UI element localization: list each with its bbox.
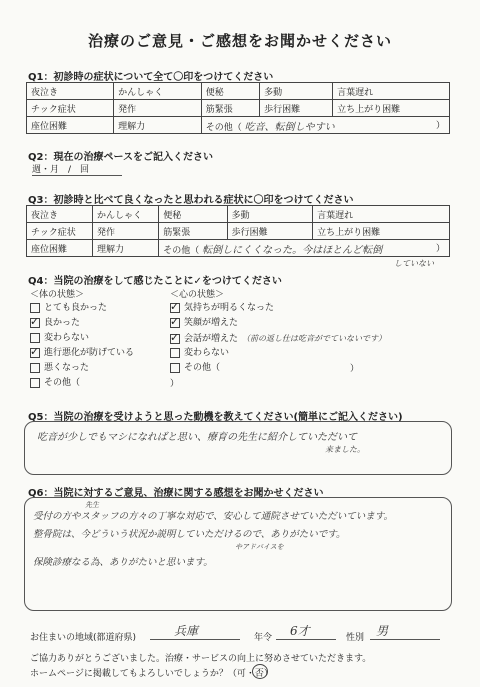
q1-other-close: ） — [435, 120, 445, 131]
q3-cell[interactable]: チック症状 — [27, 223, 93, 240]
q3-cell[interactable]: 歩行困難 — [227, 223, 313, 240]
q4-mind-option[interactable]: ✓会話が増えた （前の返し仕は吃音がでていないです） — [170, 331, 460, 346]
address-field[interactable] — [150, 620, 240, 640]
q1-other-label: その他（ — [205, 122, 242, 133]
q1-cell[interactable]: 筋緊張 — [201, 100, 259, 117]
q1-symptom-table — [26, 82, 450, 134]
q3-cell[interactable]: 立ち上がり困難 — [313, 223, 450, 240]
q1-cell[interactable]: 言葉遅れ — [333, 83, 450, 100]
checkbox-checked[interactable] — [30, 318, 40, 328]
q4-mind-option[interactable]: 変わらない — [170, 346, 460, 361]
q4-mind-other-close: ） — [350, 364, 360, 374]
q4-body-option[interactable]: 変わらない — [30, 331, 170, 346]
q6-answer-box[interactable] — [24, 497, 452, 611]
q1-heading: Q1：初診時の症状について全て〇印をつけてください — [28, 72, 274, 83]
q4-body-option[interactable]: とても良かった — [30, 301, 170, 316]
q1-cell[interactable]: 歩行困難 — [260, 100, 333, 117]
checkbox-checked[interactable] — [30, 348, 40, 358]
consent-circle-mark — [252, 664, 268, 679]
q4-body-other-close: ） — [170, 379, 180, 389]
q5-answer-box[interactable] — [24, 421, 452, 475]
q4-body-option[interactable]: ✓良かった — [30, 316, 170, 331]
q2-pace-value: 週・月 / 回 — [32, 165, 90, 175]
sex-value: 男 — [376, 624, 389, 638]
q3-cell[interactable]: 言葉遅れ — [313, 206, 450, 223]
q1-cell[interactable]: 便秘 — [201, 83, 259, 100]
q3-cell[interactable]: 便秘 — [159, 206, 227, 223]
checkbox-checked[interactable] — [170, 334, 180, 344]
q1-cell[interactable]: 座位困難 — [27, 117, 114, 134]
q3-cell[interactable]: 発作 — [92, 223, 158, 240]
q3-cell[interactable]: 筋緊張 — [159, 223, 227, 240]
q4-body-label: ＜体の状態＞ — [30, 290, 85, 300]
q4-mind-option[interactable]: ✓気持ちが明るくなった — [170, 301, 460, 316]
q3-cell[interactable]: 多動 — [227, 206, 313, 223]
q4-mind-option[interactable]: その他（ — [170, 361, 460, 376]
q4-mind-options — [170, 301, 460, 376]
q4-mind-label: ＜心の状態＞ — [170, 290, 225, 300]
q1-cell[interactable]: 発作 — [114, 100, 202, 117]
q6-insert-mark: やアドバイスを — [235, 543, 284, 551]
checkbox-checked[interactable] — [170, 303, 180, 313]
homepage-consent[interactable] — [30, 666, 273, 679]
address-value: 兵庫 — [174, 624, 199, 638]
checkbox[interactable] — [30, 363, 40, 373]
checkbox[interactable] — [30, 303, 40, 313]
address-label: お住まいの地域(都道府県) — [30, 633, 137, 643]
q3-other-label: その他（ — [163, 245, 200, 256]
q3-other-handwriting: 転倒しにくくなった。今はほとんど転倒 — [202, 244, 383, 256]
q3-cell[interactable]: かんしゃく — [92, 206, 158, 223]
q3-cell[interactable]: 夜泣き — [27, 206, 93, 223]
q3-other-handwriting-continued: していない — [394, 259, 434, 268]
q4-body-option[interactable]: ✓進行悪化が防げている — [30, 346, 170, 361]
q1-other-cell[interactable] — [201, 117, 449, 134]
q6-answer-line: 整骨院は、今どういう状況か説明していただけるので、ありがたいです。 — [33, 529, 346, 540]
q3-heading: Q3：初診時と比べて良くなったと思われる症状に〇印をつけてください — [28, 195, 354, 206]
q5-heading: Q5：当院の治療を受けようと思った動機を教えてください(簡単にご記入ください) — [28, 412, 403, 423]
age-label: 年令 — [254, 633, 273, 643]
q1-cell[interactable]: かんしゃく — [114, 83, 202, 100]
q5-answer-line: 来ました。 — [325, 445, 365, 454]
q4-body-option[interactable]: 悪くなった — [30, 361, 170, 376]
q3-other-close: ） — [435, 243, 445, 254]
q4-body-option[interactable]: その他（ — [30, 376, 170, 391]
q2-heading: Q2：現在の治療ペースをご記入ください — [28, 152, 213, 163]
q3-symptom-table — [26, 205, 450, 257]
checkbox[interactable] — [170, 348, 180, 358]
q4-mind-note: （前の返し仕は吃音がでていないです） — [242, 334, 387, 343]
q1-other-handwriting: 吃音、転倒しやすい — [244, 121, 335, 133]
q4-mind-option[interactable]: ✓笑顔が増えた — [170, 316, 460, 331]
q1-cell[interactable]: 理解力 — [114, 117, 202, 134]
q6-insert-mark: 先生 — [85, 501, 99, 509]
checkbox[interactable] — [170, 363, 180, 373]
q6-answer-line: 保険診療なる為、ありがたいと思います。 — [33, 557, 213, 568]
sex-field[interactable] — [370, 620, 440, 640]
checkbox-checked[interactable] — [170, 318, 180, 328]
page-title: 治療のご意見・ご感想をお聞かせください — [87, 32, 392, 50]
q3-cell[interactable]: 座位困難 — [27, 240, 93, 257]
homepage-consent-text: ホームページに掲載してもよろしいでしょうか？（可・否） — [30, 669, 273, 679]
q6-answer-line: 受付の方やスタッフの方々の丁寧な対応で、安心して通院させていただいています。 — [33, 511, 394, 522]
age-value: 6才 — [290, 624, 310, 638]
checkbox[interactable] — [30, 378, 40, 388]
q1-cell[interactable]: 夜泣き — [27, 83, 114, 100]
q4-heading: Q4：当院の治療をして感じたことに✓をつけてください — [28, 276, 282, 287]
q3-cell[interactable]: 理解力 — [92, 240, 158, 257]
thanks-text: ご協力ありがとうございました。治療・サービスの向上に努めさせていただきます。 — [30, 654, 372, 664]
sex-label: 性別 — [346, 633, 365, 643]
q1-cell[interactable]: 立ち上がり困難 — [333, 100, 450, 117]
q6-heading: Q6：当院に対するご意見、治療に関する感想をお聞かせください — [28, 488, 324, 499]
checkbox[interactable] — [30, 333, 40, 343]
q3-other-cell[interactable] — [159, 240, 450, 257]
q5-answer-line: 吃音が少しでもマシになればと思い、療育の先生に紹介していただいて — [37, 432, 357, 443]
age-field[interactable] — [276, 620, 336, 640]
q1-cell[interactable]: 多動 — [260, 83, 333, 100]
q1-cell[interactable]: チック症状 — [27, 100, 114, 117]
q2-pace-field[interactable] — [32, 162, 122, 176]
q4-body-options — [30, 301, 170, 391]
